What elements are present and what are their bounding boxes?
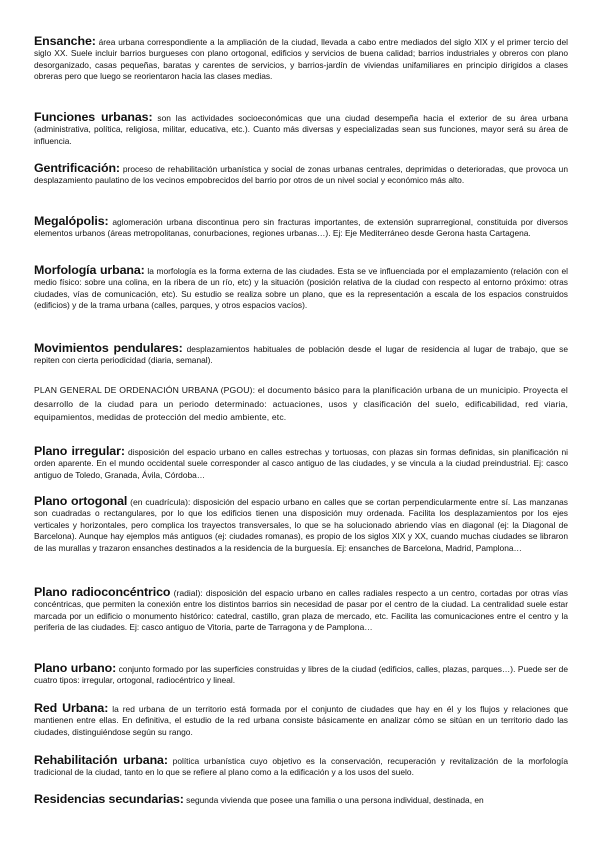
- entry-movimientos-pendulares: [34, 343, 568, 367]
- entry-definition: la red urbana de un territorio está formada por el conjunto de ciudades que hay en él y los flujos y relaciones que mantienen entre ellas. En definitiva, el estudio de la red urbana consiste básicamente en analizar cómo se sitúan en un territorio dado las ciudades, distinguiéndose según su rango.: [34, 704, 568, 737]
- entry-term: Plano irregular:: [34, 444, 125, 458]
- entry-note: (en cuadrícula): [127, 497, 188, 507]
- entry-definition: desplazamientos habituales de población desde el lugar de residencia al lugar de trabajo, que se repiten con cierta periodicidad (diaria, semanal).: [34, 344, 569, 366]
- entry-definition: aglomeración urbana discontinua pero sin fracturas importantes, de extensión suprarregional, constituida por diversos elementos urbanos (áreas metropolitanas, conurbaciones, regiones urbanas…). Ej: Eje Mediterráneo desde Gerona hasta Cartagena.: [34, 217, 568, 239]
- entry-funciones-urbanas: [34, 112, 568, 147]
- entry-red-urbana: [34, 703, 568, 738]
- entry-ensanche: [34, 36, 568, 83]
- entry-rehabilitacion-urbana: [34, 755, 568, 779]
- entry-megalopolis: [34, 216, 568, 240]
- entry-term: Rehabilitación urbana:: [34, 753, 168, 767]
- entry-definition: son las actividades socioeconómicas que una ciudad desempeña hacia el exterior de su área urbana (administrativa, política, religiosa, militar, educativa, etc.). Cuanto más diversas y especializadas sean sus funciones, mayor será su área de influencia.: [34, 113, 568, 146]
- entry-gentrificacion: [34, 163, 568, 187]
- entry-definition: política urbanística cuyo objetivo es la conservación, recuperación y revitalización de la morfología tradicional de la ciudad, tanto en lo que se refiere al plano como a la edificación y a los usos del suelo.: [34, 756, 568, 778]
- entry-plano-irregular: [34, 446, 568, 481]
- entry-residencias-secundarias: [34, 794, 568, 806]
- entry-pgou: [34, 384, 568, 425]
- entry-term: Red Urbana:: [34, 701, 109, 715]
- entry-term: Ensanche:: [34, 34, 96, 48]
- entry-definition: segunda vivienda que posee una familia o una persona individual, destinada, en: [183, 795, 484, 805]
- entry-plano-radioconcentrico: [34, 587, 568, 634]
- entry-plano-ortogonal: [34, 496, 568, 554]
- entry-definition: : disposición del espacio urbano en calles que se cortan perpendicularmente entre sí. Las manzanas son cuadradas o rectangulares, por lo que los edificios tienen una disposición muy ordenada. Facilita los desplazamientos por los ejes verticales y horizontales, pero complica los trayectos transversales, lo que se ha solucionado abriendo vías en diagonal (ej: la Diagonal de Barcelona). Aunque hay ejemplos más antiguos (ej: ciudades romanas), es propio de los siglos XIX y XX, cuando muchas ciudades se libraron de las murallas y trazaron ensanches destinados a la residencia de la burguesía. Ej: ensanches de Barcelona, Madrid, Pamplona…: [34, 497, 568, 553]
- entry-term: Movimientos pendulares:: [34, 341, 183, 355]
- entry-definition: conjunto formado por las superficies construidas y libres de la ciudad (edificios, calles, plazas, parques…). Puede ser de cuatro tipos: irregular, ortogonal, radiocéntrico y lineal.: [34, 664, 568, 686]
- entry-definition: PLAN GENERAL DE ORDENACIÓN URBANA (PGOU): el documento básico para la planificación urbana de un municipio. Proyecta el desarrollo de la ciudad para un periodo determinado: actuaciones, usos y clasificación del suelo, edificabilidad, red viaria, equipamientos, medidas de protección del medio ambiente, etc.: [34, 385, 568, 423]
- entry-definition: área urbana correspondiente a la ampliación de la ciudad, llevada a cabo entre mediados del siglo XIX y el primer tercio del siglo XX. Suele incluir barrios burgueses con plano ortogonal, edificios y servicios de buena calidad; barrios industriales y obreros con plano desorganizado, casas pequeñas, baratas y carentes de servicios, y barrios-jardín de viviendas unifamiliares en principio dirigidos a clases obreras pero que luego se reorientaron hacia las clases medias.: [34, 37, 568, 82]
- entry-term: Funciones urbanas:: [34, 110, 153, 124]
- entry-term: Morfología urbana:: [34, 263, 145, 277]
- entry-definition: : disposición del espacio urbano en calles radiales respecto a un centro, cortadas por otras vías concéntricas, que permiten la conexión entre los distintos barrios sin necesidad de pasar por el centro de la ciudad. La centralidad suele estar marcada por un edificio o monumento histórico: catedral, castillo, gran plaza de mercado, etc. Facilita las comunicaciones entre el centro y la periferia de las ciudades. Ej: casco antiguo de Vitoria, parte de Tarragona y de Pamplona…: [34, 588, 568, 633]
- entry-term: Residencias secundarias:: [34, 792, 184, 806]
- entry-morfologia-urbana: [34, 265, 568, 312]
- entry-term: Plano urbano:: [34, 661, 117, 675]
- entry-definition: proceso de rehabilitación urbanística y social de zonas urbanas centrales, deprimidas o deterioradas, que provoca un desplazamiento paulatino de los vecinos empobrecidos del barrio por otros de un nivel social y económico más alto.: [34, 164, 568, 186]
- entry-note: (radial): [170, 588, 201, 598]
- entry-definition: disposición del espacio urbano en calles estrechas y tortuosas, con plazas sin formas definidas, sin planificación ni orden aparente. En el mundo occidental suele corresponder al casco antiguo de las ciudades, y se vincula a la ciudad preindustrial. Ej: casco antiguo de Toledo, Granada, Ávila, Córdoba…: [34, 447, 568, 480]
- entry-definition: la morfología es la forma externa de las ciudades. Esta se ve influenciada por el emplazamiento (relación con el medio físico: sobre una colina, en la ribera de un río, etc) y la situación (posición relativa de la ciudad con respecto al entorno próximo: otras ciudades, vías de comunicación, etc). Su estudio se realiza sobre un plano, que es la representación a escala de los espacios construidos (edificios) y de la trama urbana (calles, parques, y otros espacios vacíos).: [34, 266, 568, 311]
- entry-term: Megalópolis:: [34, 214, 109, 228]
- entry-term: Plano radioconcéntrico: [34, 585, 171, 599]
- entry-term: Gentrificación:: [34, 161, 120, 175]
- entry-term: Plano ortogonal: [34, 494, 128, 508]
- entry-plano-urbano: [34, 663, 568, 687]
